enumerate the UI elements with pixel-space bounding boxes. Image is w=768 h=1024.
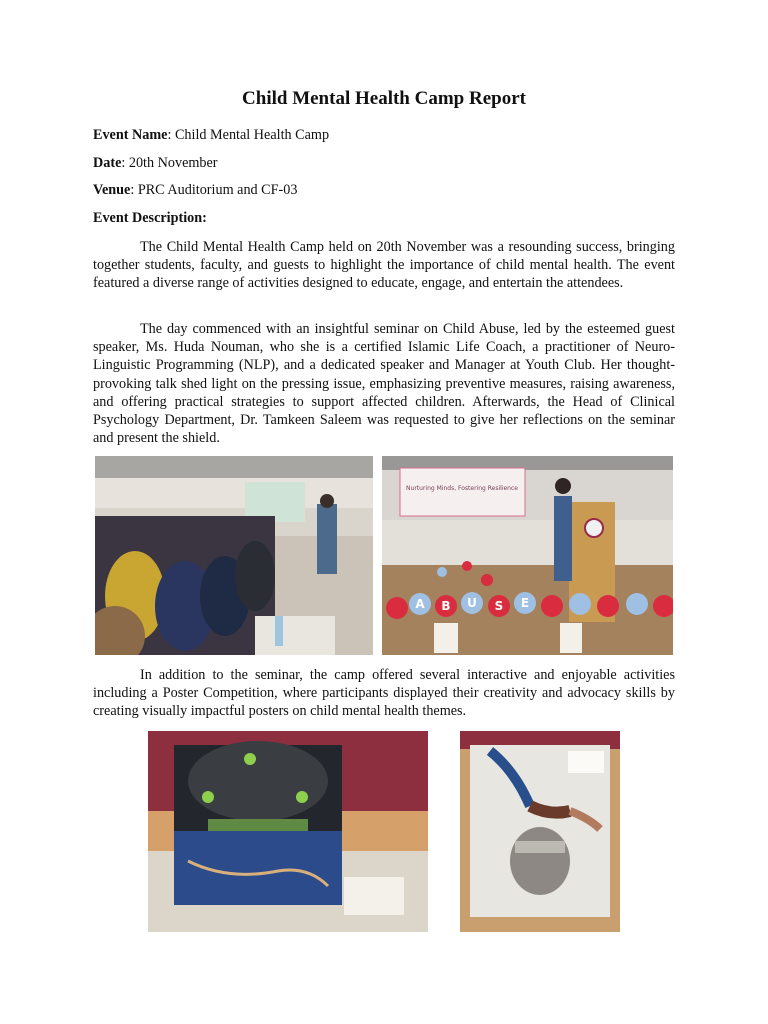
description-heading: Event Description:: [93, 210, 207, 226]
poster-painting-photo: [148, 731, 428, 932]
page-title: Child Mental Health Camp Report: [242, 88, 526, 109]
balloon-letter-e: E: [520, 596, 530, 610]
date-line: [93, 155, 218, 172]
speaker-photo: [382, 456, 673, 655]
venue-line: [93, 182, 297, 199]
event-name-line: [93, 127, 329, 144]
poster-sketch-photo: [460, 731, 620, 932]
venue-label: Venue: [93, 182, 131, 198]
paragraph-seminar: The day commenced with an insightful seminar on Child Abuse, led by the esteemed guest speaker, Ms. Huda Nouman, who she is a certified Islamic Life Coach, a practitioner of Neuro-Linguistic Programming (NLP), and a dedicated speaker and Manager at Youth Club. Her thought-provoking talk shed light on the pressing issue, emphasizing preventive measures, raising awareness, and offering practical strategies to support affected children. Afterwards, the Head of Clinical Psychology Department, Dr. Tamkeen Saleem was requested to give her reflections on the seminar and present the shield.: [93, 321, 675, 447]
event-name-value: : Child Mental Health Camp: [167, 127, 330, 143]
balloon-letter-a: A: [415, 597, 425, 611]
audience-photo: [95, 456, 373, 655]
balloon-letter-b: B: [441, 599, 451, 613]
date-label: Date: [93, 155, 122, 171]
paragraph-poster: In addition to the seminar, the camp offered several interactive and enjoyable activities including a Poster Competition, where participants displayed their creativity and advocacy skills by creating visually impactful posters on child mental health themes.: [93, 667, 675, 720]
balloon-letter-u: U: [467, 596, 477, 610]
banner-text: Nurturing Minds, Fostering Resilience: [406, 485, 518, 492]
balloon-letter-s: S: [494, 599, 504, 613]
paragraph-intro: The Child Mental Health Camp held on 20th November was a resounding success, bringing together students, faculty, and guests to highlight the importance of child mental health. The event featured a diverse range of activities designed to educate, engage, and entertain the attendees.: [93, 239, 675, 292]
venue-value: : PRC Auditorium and CF-03: [130, 182, 298, 198]
date-value: : 20th November: [121, 155, 218, 171]
event-name-label: Event Name: [93, 127, 168, 143]
